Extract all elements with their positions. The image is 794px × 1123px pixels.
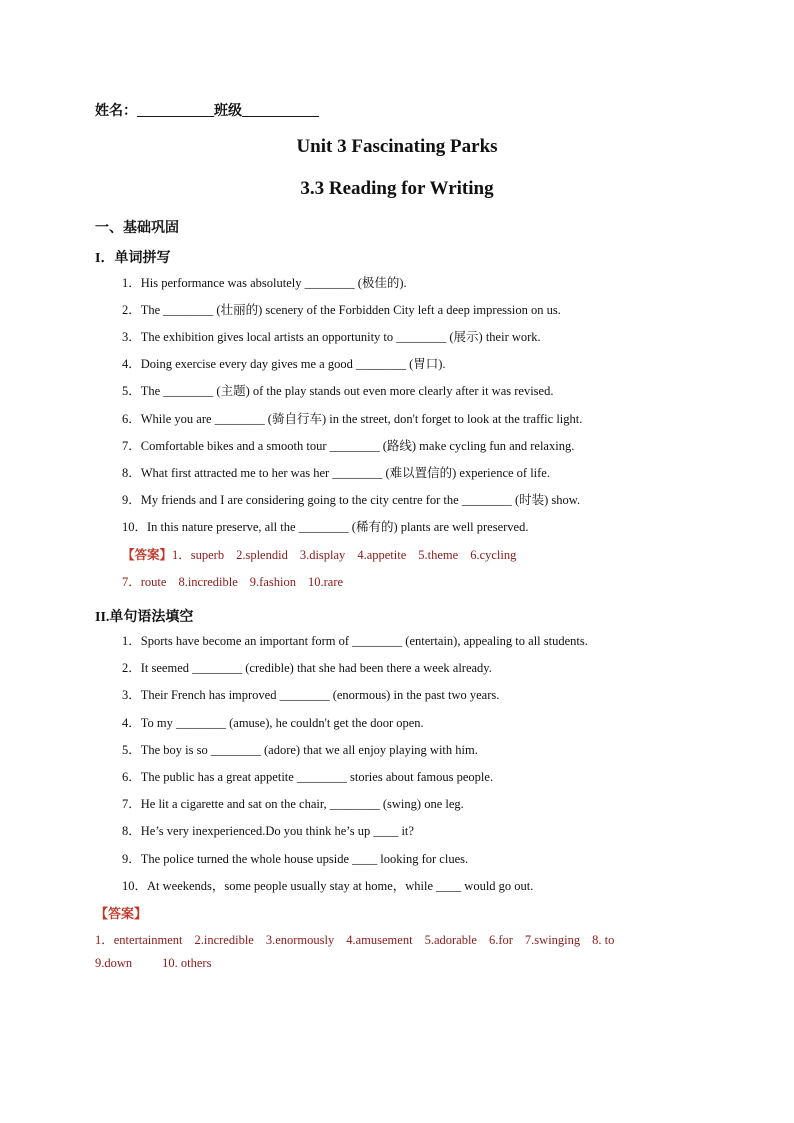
part2-question-1: 1．Sports have become an important form of ________ (entertain), appealing to all students. xyxy=(122,634,588,648)
part2-line1-answer-4: 4.amusement xyxy=(346,933,413,947)
section-heading: 一、基础巩固 xyxy=(95,221,179,236)
part1-line1-answer-3: 3.display xyxy=(299,548,346,562)
part2-question-7: 7．He lit a cigarette and sat on the chair, ________ (swing) one leg. xyxy=(122,797,464,812)
part2-question-9: 9．The police turned the whole house upside ____ looking for clues. xyxy=(122,851,469,866)
part2-line1-answer-5: 5.adorable xyxy=(424,933,477,947)
part1-question-9: 9．My friends and I are considering going to the city centre for the ________ (时装) show. xyxy=(122,492,581,507)
part1-line1-answer-1: 1．superb xyxy=(172,548,225,562)
part1-line2-answer-3: 9.fashion xyxy=(249,575,296,589)
part2-heading: II.单句语法填空 xyxy=(95,610,194,625)
part1-question-6: 6．While you are ________ (骑自行车) in the street, don't forget to look at the traffic light. xyxy=(122,411,583,426)
part2-line2-answer-2: 10. others xyxy=(162,956,212,970)
part1-line1-answer-4: 4.appetite xyxy=(357,548,407,562)
part2-line1-answer-7: 7.swinging xyxy=(524,933,581,947)
part1-question-1: 1．His performance was absolutely ________ (极佳的). xyxy=(122,276,407,290)
part2-question-10: 10．At weekends，some people usually stay at home，while ____ would go out. xyxy=(122,878,534,893)
part1-question-5: 5．The ________ (主题) of the play stands out even more clearly after it was revised. xyxy=(122,384,554,399)
part2-question-5: 5．The boy is so ________ (adore) that we all enjoy playing with him. xyxy=(122,742,478,757)
part2-answer-line1 xyxy=(95,930,626,948)
part2-answer-line2 xyxy=(95,956,241,971)
part1-line2-answer-1: 7．route xyxy=(122,575,167,589)
part1-question-4: 4．Doing exercise every day gives me a good ________ (胃口). xyxy=(122,357,446,372)
part2-question-3: 3．Their French has improved ________ (enormous) in the past two years. xyxy=(122,688,500,703)
answer-label: 【答案】 xyxy=(122,548,173,562)
part1-question-3: 3．The exhibition gives local artists an opportunity to ________ (展示) their work. xyxy=(122,330,541,345)
part2-line1-answer-6: 6.for xyxy=(488,933,513,947)
part1-line1-answer-6: 6.cycling xyxy=(470,548,517,562)
page-subtitle: 3.3 Reading for Writing xyxy=(300,178,494,199)
part1-line1-answer-5: 5.theme xyxy=(418,548,459,562)
part2-line1-answer-2: 2.incredible xyxy=(194,933,254,947)
part1-heading: I．单词拼写 xyxy=(95,251,171,266)
page-title: Unit 3 Fascinating Parks xyxy=(296,136,498,157)
part2-line1-answer-1: 1．entertainment xyxy=(95,933,183,947)
part1-answer-line1 xyxy=(122,545,528,563)
part2-answer-label: 【答案】 xyxy=(95,906,148,921)
part1-line2-answer-2: 8.incredible xyxy=(178,575,238,589)
part2-line2-answer-1: 9.down xyxy=(95,956,133,970)
part2-line1-answer-3: 3.enormously xyxy=(265,933,335,947)
name-class-header: 姓名：___________班级___________ xyxy=(95,104,319,119)
part2-question-4: 4．To my ________ (amuse), he couldn't get the door open. xyxy=(122,715,424,730)
part1-question-2: 2．The ________ (壮丽的) scenery of the Forbidden City left a deep impression on us. xyxy=(122,303,561,318)
part2-question-6: 6．The public has a great appetite ________ stories about famous people. xyxy=(122,770,494,784)
part1-question-10: 10．In this nature preserve, all the ________ (稀有的) plants are well preserved. xyxy=(122,519,529,534)
part2-question-2: 2．It seemed ________ (credible) that she had been there a week already. xyxy=(122,661,492,676)
part1-question-8: 8．What first attracted me to her was her ________ (难以置信的) experience of life. xyxy=(122,465,550,480)
part1-answer-line2 xyxy=(122,572,355,590)
part2-line1-answer-8: 8. to xyxy=(592,933,615,947)
part1-question-7: 7．Comfortable bikes and a smooth tour ________ (路线) make cycling fun and relaxing. xyxy=(122,438,575,453)
part1-line1-answer-2: 2.splendid xyxy=(236,548,288,562)
part2-question-8: 8．He’s very inexperienced.Do you think he’s up ____ it? xyxy=(122,824,414,839)
part1-line2-answer-4: 10.rare xyxy=(307,575,344,589)
